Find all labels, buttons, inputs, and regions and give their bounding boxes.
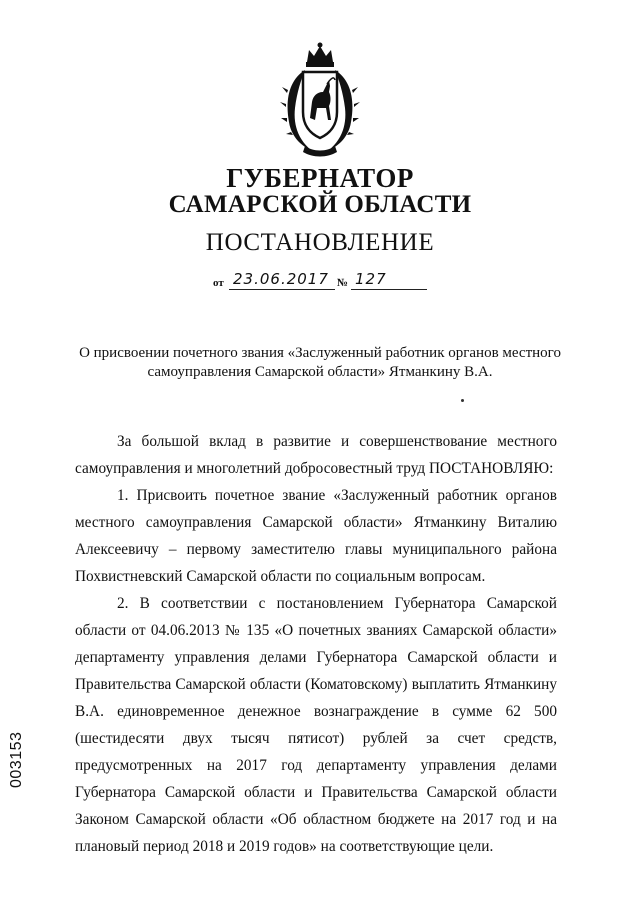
body-intro-paragraph: За большой вклад в развитие и совершенствование местного самоуправления и многолетний добросовестный труд ПОСТАНОВЛЯЮ: — [75, 433, 557, 477]
issuer-title-line2: САМАРСКОЙ ОБЛАСТИ — [168, 191, 472, 218]
date-underline — [229, 289, 335, 290]
scan-speck — [461, 399, 464, 402]
date-number-line — [213, 270, 443, 294]
number-underline — [351, 289, 427, 290]
margin-document-number: 003153 — [8, 731, 25, 788]
body-item-2: 2. В соответствии с постановлением Губернатора Самарской области от 04.06.2013 № 135 «О почетных званиях Самарской области» департаменту управления делами Губернатора Самарской области и Правительства Самарской области (Коматовскому) выплатить Ятманкину В.А. единовременное денежное вознаграждение в сумме 62 500 (шестидесяти двух тысяч пятисот) рублей за счет средств, предусмотренных на 2017 год департаменту управления делами Губернатора Самарской области и Правительства Самарской области Законом Самарской области «Об областном бюджете на 2017 год и на плановый период 2018 и 2019 годов» на соответствующие цели. — [75, 595, 557, 855]
document-type-title: ПОСТАНОВЛЕНИЕ — [205, 229, 435, 256]
coat-of-arms-icon — [279, 40, 361, 160]
document-body — [75, 428, 557, 860]
date-value: 23.06.2017 — [233, 270, 329, 288]
body-item-1: 1. Присвоить почетное звание «Заслуженный работник органов местного самоуправления Самарской области» Ятманкину Виталию Алексеевичу – первому заместителю главы муниципального района Похвистневский Самарской области по социальным вопросам. — [75, 487, 557, 585]
document-subject: О присвоении почетного звания «Заслуженный работник органов местного самоуправления Самарской области» Ятманкину В.А. — [79, 345, 561, 380]
date-prefix: от — [213, 277, 224, 289]
number-prefix: № — [337, 277, 349, 289]
number-value: 127 — [355, 270, 387, 288]
issuer-title-line1: ГУБЕРНАТОР — [226, 163, 414, 193]
